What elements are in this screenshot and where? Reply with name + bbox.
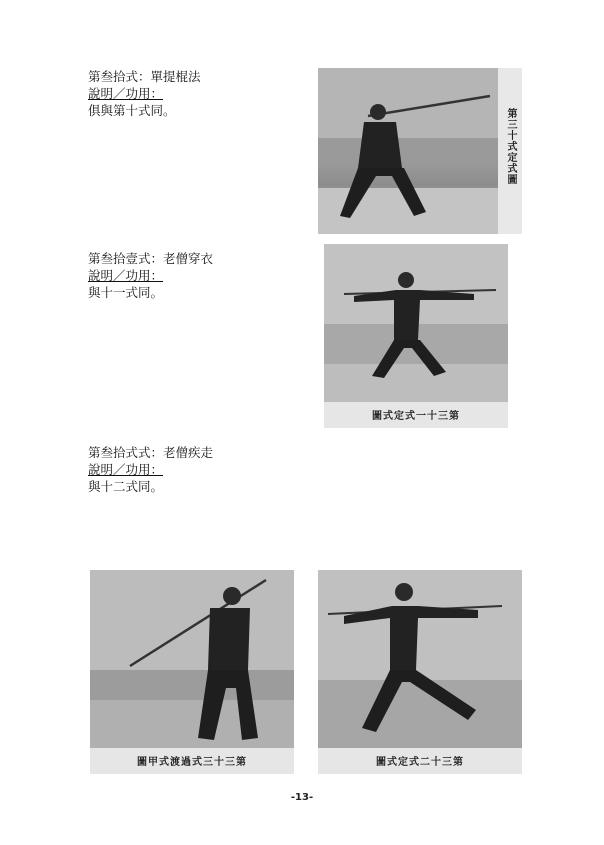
photo-old-monk-robe [324, 244, 508, 428]
photo-caption: 第三十式定式圖 [505, 108, 516, 185]
section-label: 說明／功用： [88, 268, 164, 283]
section-label: 說明／功用： [88, 86, 164, 101]
section-body: 與十一式同。 [88, 285, 164, 300]
section-31 [88, 250, 213, 301]
section-body: 俱與第十式同。 [88, 103, 176, 118]
section-title: 第叁拾式式：老僧疾走 [88, 445, 214, 460]
photo-old-monk-walk-final [318, 570, 522, 774]
section-body: 與十二式同。 [88, 479, 164, 494]
photo-single-lift-staff [318, 68, 522, 234]
figure-silhouette [318, 570, 522, 774]
figure-silhouette [90, 570, 294, 774]
section-30 [88, 68, 201, 119]
section-title: 第叁拾壹式：老僧穿衣 [88, 251, 214, 266]
photo-caption: 圖式定式二十三第 [376, 757, 464, 768]
photo-caption: 圖式定式一十三第 [372, 411, 460, 422]
figure-silhouette [318, 68, 522, 234]
page-number: -13- [290, 792, 314, 803]
section-32 [88, 444, 213, 495]
section-label: 說明／功用： [88, 462, 164, 477]
photo-caption: 圖甲式渡過式三十三第 [137, 757, 247, 768]
figure-silhouette [324, 244, 508, 428]
photo-old-monk-walk-transition [90, 570, 294, 774]
section-title: 第叁拾式：單提棍法 [88, 69, 201, 84]
